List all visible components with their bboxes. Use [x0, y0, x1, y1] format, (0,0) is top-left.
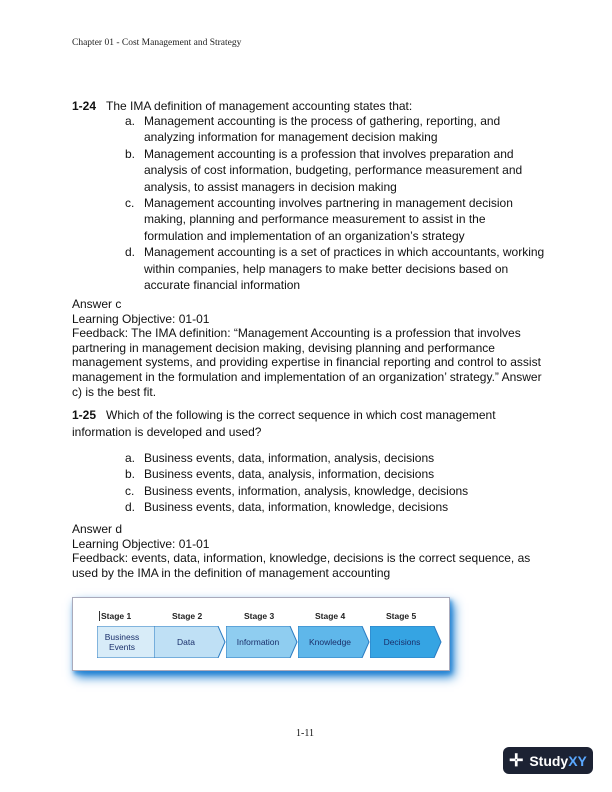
- badge-prefix: Study: [529, 752, 569, 769]
- option-letter: a.: [125, 451, 136, 465]
- question-1-24: [72, 98, 412, 114]
- option-c: [125, 483, 545, 499]
- learning-objective: Learning Objective: 01-01: [72, 536, 210, 551]
- q1-options: [125, 113, 545, 293]
- option-text: Management accounting is the process of gathering, reporting, and analyzing information for management decision making: [144, 114, 501, 145]
- option-text: Business events, data, analysis, information, decisions: [144, 467, 435, 482]
- option-letter: c.: [125, 196, 135, 211]
- stage-2-text: Data: [177, 637, 195, 647]
- stage-4-arrow: [298, 626, 370, 658]
- option-letter: b.: [125, 146, 136, 161]
- option-text: Business events, information, analysis, knowledge, decisions: [144, 483, 469, 498]
- stage-1-text: Business Events: [104, 632, 140, 652]
- option-letter: d.: [125, 245, 136, 260]
- answer: Answer c: [72, 297, 122, 311]
- option-text: Business events, data, information, analysis, decisions: [144, 451, 435, 465]
- option-letter: a.: [125, 114, 136, 128]
- stage-3-label: Stage 3: [244, 611, 275, 621]
- question-text: The IMA definition of management accounting states that:: [106, 99, 413, 113]
- question-number: 1-24: [72, 99, 97, 113]
- option-b: [125, 466, 545, 482]
- stage-5-label: Stage 5: [386, 611, 417, 621]
- q1-answer-block: [72, 297, 542, 399]
- option-c: [125, 195, 545, 244]
- option-d: [125, 499, 545, 515]
- stage-5-arrow: [370, 626, 442, 658]
- stage-3-text: Information: [236, 637, 280, 647]
- option-a: [125, 450, 545, 466]
- option-letter: b.: [125, 467, 136, 482]
- option-text: Management accounting is a set of practices in which accountants, working within companies, help managers to make better decisions based on accurate financial information: [144, 245, 545, 293]
- stage-2-arrow: [154, 626, 226, 658]
- stage-5-text: Decisions: [383, 637, 421, 647]
- learning-objective: Learning Objective: 01-01: [72, 311, 210, 326]
- page-number: 1-11: [296, 728, 314, 739]
- stage-4-label: Stage 4: [315, 611, 346, 621]
- stage-2-label: Stage 2: [172, 611, 203, 621]
- option-text: Management accounting involves partnering in management decision making, planning and performance measurement to assist in the formulation and implementation of an organization’s strategy: [144, 196, 513, 243]
- page-header: Chapter 01 - Cost Management and Strategy: [72, 38, 242, 48]
- option-d: [125, 244, 545, 293]
- option-text: Management accounting is a profession that involves preparation and analysis of cost information, budgeting, performance measurement and analysis, to assist managers in decision making: [144, 146, 523, 194]
- studyxy-badge[interactable]: [503, 747, 593, 774]
- question-1-25: [72, 407, 542, 441]
- option-b: [125, 146, 545, 195]
- badge-suffix: XY: [568, 752, 587, 769]
- option-text: Business events, data, information, knowledge, decisions: [144, 500, 449, 515]
- answer: Answer d: [72, 522, 123, 536]
- option-a: [125, 113, 545, 146]
- feedback: Feedback: events, data, information, knowledge, decisions is the correct sequence, as used by the IMA in the definition of management accounting: [72, 551, 531, 580]
- option-letter: c.: [125, 483, 135, 498]
- stage-3-arrow: [226, 626, 298, 658]
- stage-4-text: Knowledge: [308, 637, 352, 647]
- option-letter: d.: [125, 500, 136, 515]
- stage-diagram: [72, 597, 450, 671]
- q2-options: [125, 450, 545, 516]
- question-text: Which of the following is the correct sequence in which cost management information is developed and used?: [72, 408, 496, 439]
- q2-answer-block: [72, 522, 542, 580]
- stage-1-label: Stage 1: [101, 611, 132, 621]
- question-number: 1-25: [72, 408, 97, 422]
- feedback: Feedback: The IMA definition: “Management Accounting is a profession that involves partnering in management decision making, devising planning and performance management systems, and providing expertise in financial reporting and control to assist management in the formulation and implementation of an organization’ strategy.” Answer c) is the best fit.: [72, 326, 542, 399]
- plus-icon: ✛: [509, 750, 524, 770]
